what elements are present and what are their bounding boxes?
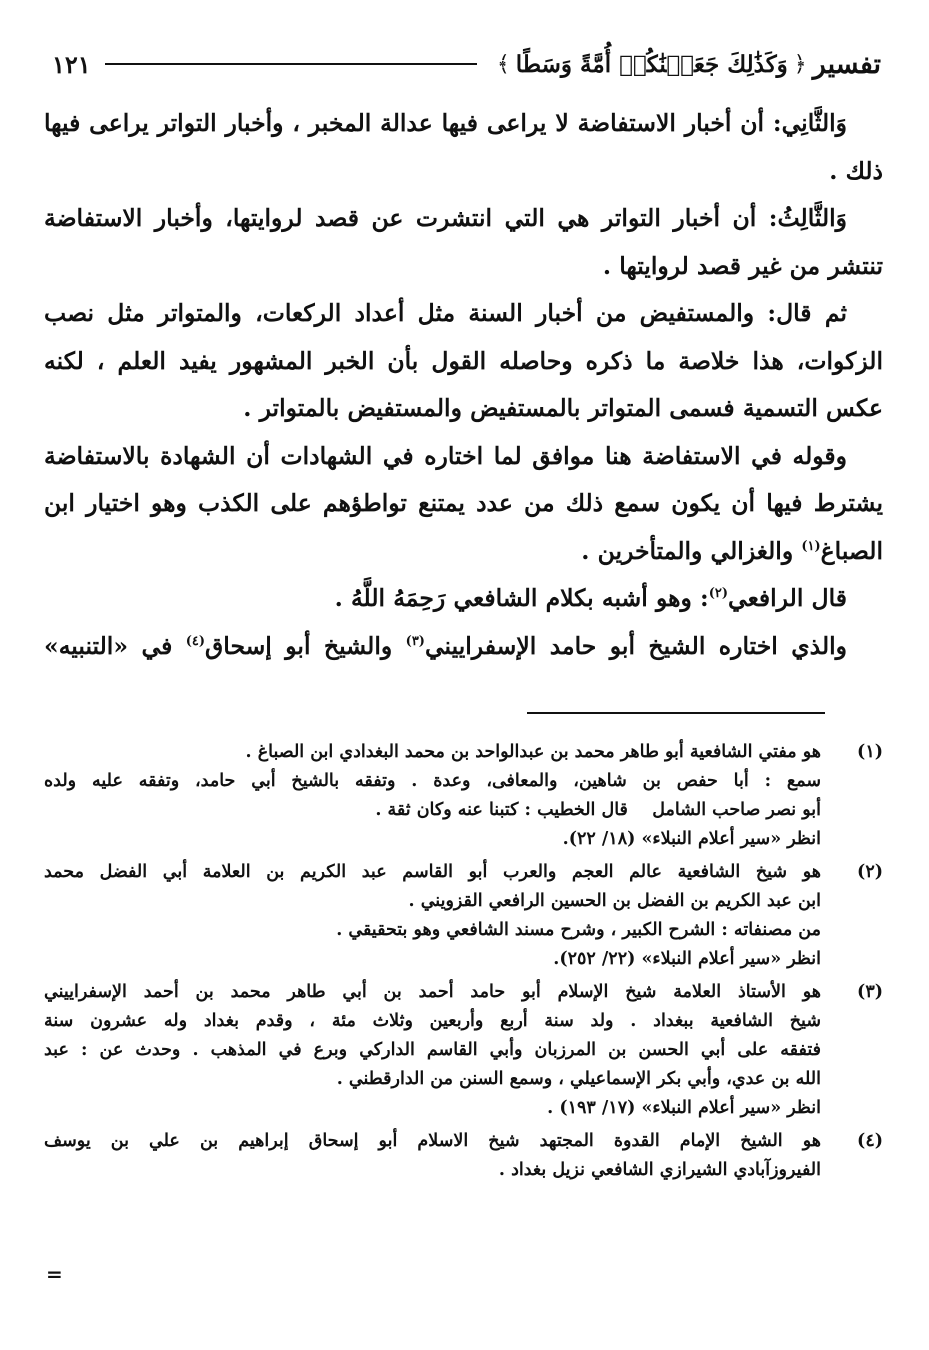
footnote-number: (٤)	[857, 1131, 883, 1151]
ornament-right: ﴿	[793, 51, 807, 77]
paragraph-text: والشيخ أبو إسحاق	[205, 631, 406, 660]
footnote-line: هو شيخ الشافعية عالم العجم والعرب أبو القاسم عبد الكريم بن العلامة أبي الفضل محمد	[44, 862, 821, 882]
paragraph-label: وَالثَّانِي	[781, 109, 847, 137]
footnote-line: انظر «سير أعلام النبلاء» (١٧/ ١٩٣) .	[547, 1098, 821, 1118]
paragraph-text: قال الرافعي	[728, 584, 847, 612]
paragraph-ikhtiyar	[44, 623, 883, 671]
paragraph-third	[44, 195, 883, 290]
footnote-separator	[527, 712, 825, 714]
footnote-line: أبو نصر صاحب الشامل قال الخطيب : كتبنا عنه وكان ثقة .	[375, 800, 821, 820]
footnote-line: هو الشيخ الإمام القدوة المجتهد شيخ الاسلام أبو إسحاق إبراهيم بن علي بن يوسف	[44, 1131, 821, 1151]
paragraph-rafii	[44, 575, 883, 623]
footnotes	[44, 738, 883, 1189]
footnote-line: الفيروزآبادي الشيرازي الشافعي نزيل بغداد .	[498, 1160, 821, 1180]
paragraph-text: في «التنبيه»	[44, 631, 186, 660]
ornament-left: ﴾	[496, 51, 510, 77]
footnote-line: الله بن عدي، وأبي بكر الإسماعيلي ، وسمع السنن من الدارقطني .	[336, 1069, 821, 1089]
footnote-ref-3[interactable]: (٣)	[405, 633, 425, 649]
continuation-mark: =	[46, 1262, 63, 1286]
footnote-line: انظر «سير أعلام النبلاء» (١٨/ ٢٢).	[562, 829, 821, 849]
footnote-number: (٣)	[857, 982, 883, 1002]
footnote-1	[44, 738, 883, 854]
paragraph-text: : وهو أشبه بكلام الشافعي رَحِمَهُ اللَّهُ .	[334, 584, 709, 612]
paragraph-text: وقوله في الاستفاضة هنا موافق لما اختاره في الشهادات أن الشهادة بالاستفاضة يشترط فيها أن يكون سمع ذلك من عدد يمتنع تواطؤهم على الكذب وهو اختيار ابن الصباغ	[44, 441, 883, 565]
paragraph-second	[44, 100, 883, 195]
footnote-number: (١)	[857, 742, 883, 762]
footnote-line: ابن عبد الكريم بن الفضل بن الحسين الرافعي القزويني .	[408, 891, 821, 911]
footnote-ref-1[interactable]: (١)	[801, 538, 821, 554]
footnote-line: انظر «سير أعلام النبلاء» (٢٢/ ٢٥٢).	[553, 949, 821, 969]
header-verse: وَكَذَٰلِكَ جَعَلۡنَٰكُمۡ أُمَّةً وَسَطًا	[515, 50, 788, 78]
footnote-line: هو الأستاذ العلامة شيخ الإسلام أبو حامد أحمد بن أبي طاهر محمد بن أحمد الإسفراييني	[44, 982, 821, 1002]
footnote-line: شيخ الشافعية ببغداد . ولد سنة أربع وأربعين وثلاث مئة ، وقدم بغداد وله عشرون سنة	[44, 1011, 821, 1031]
paragraph-text: : أن أخبار الاستفاضة لا يراعى فيها عدالة المخبر ، وأخبار التواتر يراعى فيها ذلك .	[44, 109, 883, 185]
footnote-number: (٢)	[857, 862, 883, 882]
footnote-ref-2[interactable]: (٢)	[708, 586, 728, 602]
page-number: ١٢١	[52, 49, 91, 79]
running-header	[52, 44, 881, 84]
main-text	[44, 100, 883, 670]
paragraph-label: وَالثَّالِثُ	[777, 204, 847, 232]
footnote-line: فتفقه على أبي الحسن بن المرزبان وأبي القاسم الداركي وبرع في المذهب . وحدث عن : عبد	[44, 1040, 821, 1060]
footnote-line: من مصنفاته : الشرح الكبير ، وشرح مسند الشافعي وهو بتحقيقي .	[336, 920, 821, 940]
footnote-3	[44, 978, 883, 1123]
paragraph-istifada	[44, 433, 883, 576]
footnote-line: هو مفتي الشافعية أبو طاهر محمد بن عبدالواحد بن محمد البغدادي ابن الصباغ .	[245, 742, 821, 762]
footnote-ref-4[interactable]: (٤)	[185, 633, 206, 649]
paragraph-text: والذي اختاره الشيخ أبو حامد الإسفراييني	[424, 631, 847, 660]
paragraph-quote: ثم قال: والمستفيض من أخبار السنة مثل أعداد الركعات، والمتواتر مثل نصب الزكوات، هذا خلاصة ما ذكره وحاصله القول بأن الخبر المشهور يفيد العلم ، لكنه عكس التسمية فسمى المتواتر بالمستفيض والمستفيض بالمتواتر .	[44, 299, 883, 422]
paragraph-text: : أن أخبار التواتر هي التي انتشرت عن قصد لروايتها، وأخبار الاستفاضة تنتشر من غير قصد لروايتها .	[44, 204, 883, 280]
book-title: تفسير	[812, 48, 881, 80]
footnote-4	[44, 1127, 883, 1185]
paragraph-text: والغزالي والمتأخرين .	[581, 536, 802, 565]
footnote-line: سمع : أبا حفص بن شاهين، والمعافى، وعدة . وتفقه بالشيخ أبي حامد، وتفقه عليه ولده	[44, 771, 821, 791]
footnote-2	[44, 858, 883, 974]
header-rule	[105, 63, 477, 65]
